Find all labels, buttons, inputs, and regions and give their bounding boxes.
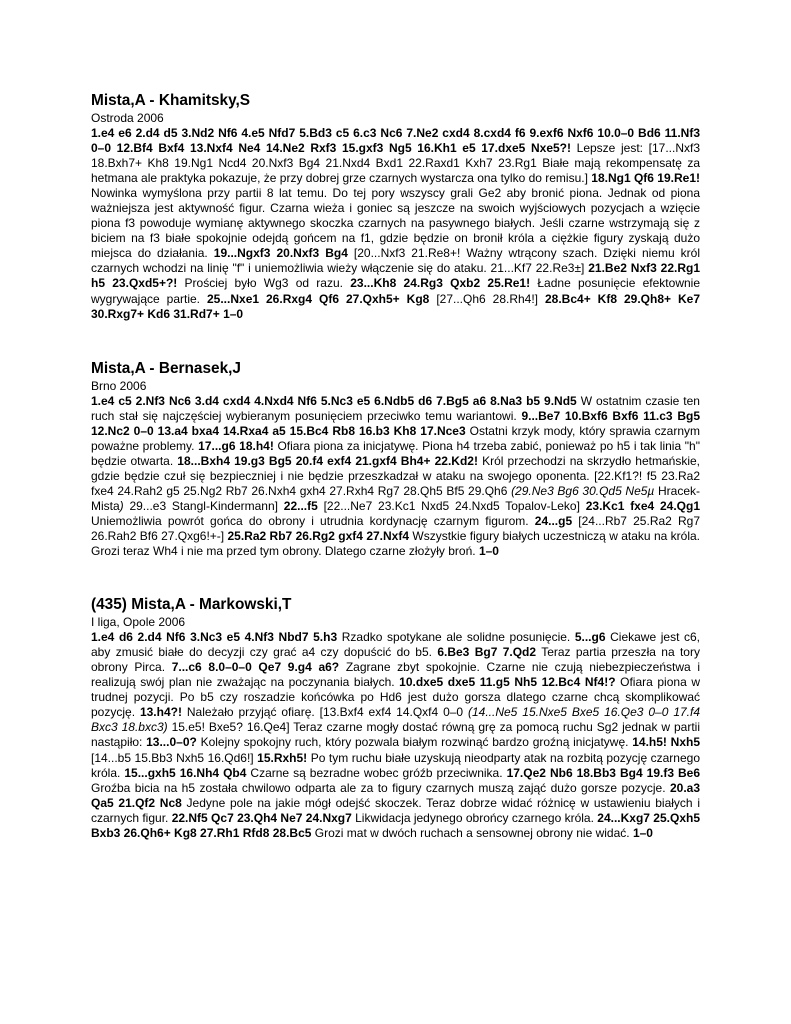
game-title: Mista,A - Khamitsky,S (91, 92, 251, 109)
section-gap (91, 559, 700, 596)
move-sequence: 21.Be2 Nxf3 22.Rg1 h5 23.Qxd5+?! (91, 261, 700, 291)
game-annotation (91, 630, 700, 841)
commentary-text: Ofiara piona w trudnej pozycji. Po b5 czy roszadzie końcówka po Hd6 jest dużo gorsza dlatego czarne chcą skomplikować pozycję. (91, 675, 700, 720)
move-sequence: 23...Kh8 24.Rg3 Qxb2 25.Re1! (350, 276, 531, 291)
move-sequence: 24...g5 (534, 513, 573, 528)
move-sequence: 5...g6 (574, 630, 606, 645)
game-title: (435) Mista,A - Markowski,T (91, 596, 292, 614)
commentary-text: Prościej było Wg3 od razu. (177, 276, 351, 291)
commentary-text: Likwidacja jedynego obrońcy czarnego króla. (351, 810, 598, 825)
commentary-text: Zagrane zbyt spokojnie. Czarne nie czują niebezpieczeństwa i realizują swój plan nie zważając na poczynania białych. (91, 660, 701, 690)
game-annotation (91, 394, 700, 560)
game-2 (91, 360, 700, 560)
commentary-text: Ofiara piona za inicjatywę. Piona h4 trzeba zabić, ponieważ po h5 i tak linia "h" będzie otwarta. (91, 438, 700, 468)
game-annotation (91, 126, 700, 322)
commentary-text: Nowinka wymyślona przy partii 8 lat temu. Do tej pory wszyscy grali Ge2 aby bronić piona. Jednak od piona ważniejsza jest aktywność figur. Czarna wieża i goniec są jeszcze na swoich wyjściowych pozycjach a wzięcie piona f3 powoduje wymianę aktywnego skoczka czarnych na pasywnego białych. Jeśli czarne wstrzymają się z biciem na f3 białe spokojnie odejdą gońcem na f1, gdzie będzie on bronił króla a ciężkie figury zyskają dużo miejsca do działania. (91, 186, 700, 261)
move-sequence: 17.Qe2 Nb6 18.Bb3 Bg4 19.f3 Be6 (506, 765, 701, 780)
move-sequence: 18.Ng1 Qf6 19.Re1! (591, 171, 701, 186)
move-sequence: 23.Kc1 fxe4 24.Qg1 (585, 498, 701, 513)
commentary-text: Lepsze jest: [17...Nxf3 18.Bxh7+ Kh8 19.Ng1 Ncd4 20.Nxf3 Bg4 21.Nxd4 Bxd1 22.Raxd1 Kxh7 23.Rg1 Białe mają rekompensatę za hetmana ale praktyka pokazuje, że przy dobrej grze czarnych wystarcza ona tylko do remisu.] (91, 141, 700, 186)
move-sequence: 15...gxh5 16.Nh4 Qb4 (124, 765, 247, 780)
commentary-text: Po tym ruchu białe uzyskują nieodparty atak na rozbitą pozycję czarnego króla. (91, 750, 700, 780)
document-page (91, 92, 700, 841)
commentary-text: Czarne są bezradne wobec gróźb przeciwnika. (246, 765, 507, 780)
move-sequence: 15.Rxh5! (257, 750, 308, 765)
commentary-text: Rzadko spotykane ale solidne posunięcie. (337, 630, 575, 645)
game-place: Ostroda 2006 (91, 111, 164, 125)
move-sequence: 1.e4 d6 2.d4 Nf6 3.Nc3 e5 4.Nf3 Nbd7 5.h3 (91, 630, 338, 645)
move-sequence: 13.h4?! (139, 705, 182, 720)
game-title: Mista,A - Bernasek,J (91, 359, 241, 377)
commentary-text: [22...Ne7 23.Kc1 Nxd5 24.Nxd5 Topalov-Leko] (317, 498, 586, 513)
move-sequence: 7...c6 8.0–0–0 Qe7 9.g4 a6? (171, 660, 340, 675)
commentary-text: Ostatni krzyk mody, który sprawia czarnym poważne problemy. (91, 423, 700, 453)
commentary-text: Ładne posunięcie efektownie wygrywające partie. (91, 276, 700, 306)
move-sequence: 22.Nf5 Qc7 23.Qh4 Ne7 24.Nxg7 (171, 810, 352, 825)
move-sequence: 25.Ra2 Rb7 26.Rg2 gxf4 27.Nxf4 (227, 529, 410, 544)
commentary-text: Hracek-Mista (91, 483, 700, 513)
commentary-text: [20...Nxf3 21.Re8+! Ważny wtrącony szach. Dzięki niemu król czarnych wchodzi na linię "f" i uniemożliwia wieży włączenie się do ataku. 21...Kf7 22.Re3±] (91, 246, 701, 276)
game-1 (91, 92, 700, 322)
move-sequence: 10.dxe5 dxe5 11.g5 Nh5 12.Bc4 Nf4!? (399, 675, 616, 690)
move-sequence: 18...Bxh4 19.g3 Bg5 20.f4 exf4 21.gxf4 Bh4+ 22.Kd2! (177, 453, 478, 468)
commentary-text: [27...Qh6 28.Rh4!] (429, 291, 545, 306)
move-sequence: 14.h5! Nxh5 (632, 735, 701, 750)
variation-italic: (29.Ne3 Bg6 30.Qd5 Ne5µ (511, 483, 655, 498)
commentary-text: Wszystkie figury białych uczestniczą w ataku na króla. Grozi teraz Wh4 i nie ma przed tym obrony. Dlatego czarne złożyły broń. (91, 529, 701, 559)
commentary-text: Grozi mat w dwóch ruchach a sensownej obrony nie widać. (311, 825, 633, 840)
commentary-text: Ciekawe jest c6, aby zmusić białe do decyzji czy grać a4 czy dopuścić do b5. (91, 630, 701, 660)
commentary-text: [24...Rb7 25.Ra2 Rg7 26.Rah2 Bf6 27.Qxg6!+-] (91, 513, 700, 544)
game-place: Brno 2006 (91, 378, 147, 393)
commentary-text: Król przechodzi na skrzydło hetmańskie, gdzie będzie czuł się bezpieczniej i nie będzie przeszkadzał w ataku na swojego oponenta. [22.Kf1?! f5 23.Ra2 fxe4 24.Rah2 g5 25.Ng2 Rb7 26.Nxh4 gxh4 27.Rxh4 Rg7 28.Qh5 Bf5 29.Qh6 (91, 453, 700, 498)
move-sequence: 22...f5 (283, 498, 318, 513)
move-sequence: 1–0 (478, 544, 499, 559)
move-sequence: 19...Ngxf3 20.Nxf3 Bg4 (213, 246, 348, 261)
commentary-text: Jedyne pole na jakie mógł odejść skoczek. Teraz dobrze widać różnicę w ustawieniu białych i czarnych figur. (91, 795, 700, 825)
move-sequence: 20.a3 Qa5 21.Qf2 Nc8 (91, 780, 700, 810)
move-sequence: 1–0 (632, 825, 653, 840)
commentary-text: [14...b5 15.Bb3 Nxh5 16.Qd6!] (91, 750, 258, 765)
move-sequence: 25...Nxe1 26.Rxg4 Qf6 27.Qxh5+ Kg8 (207, 291, 430, 306)
section-gap (91, 322, 700, 360)
move-sequence: 17...g6 18.h4! (198, 438, 274, 453)
move-sequence: 1.e4 e6 2.d4 d5 3.Nd2 Nf6 4.e5 Nfd7 5.Bd3 c5 6.c3 Nc6 7.Ne2 cxd4 8.cxd4 f6 9.exf6 Nxf6 10.0–0 Bd6 11.Nf3 0–0 12.Bf4 Bxf4 13.Nxf4 Ne4 14.Ne2 Rxf3 15.gxf3 Ng5 16.Kh1 e5 17.dxe5 Nxe5?! (91, 126, 700, 156)
commentary-text: W ostatnim czasie ten ruch stał się najczęściej wybieranym posunięciem przeciwko temu wariantowi. (91, 393, 700, 423)
move-sequence: 28.Bc4+ Kf8 29.Qh8+ Ke7 30.Rxg7+ Kd6 31.Rd7+ 1–0 (91, 291, 701, 321)
move-sequence: 13...0–0? (146, 735, 197, 750)
variation-italic: (14...Ne5 15.Nxe5 Bxe5 16.Qe3 0–0 17.f4 Bxc3 18.bxc3) (91, 705, 701, 735)
commentary-text: Groźba bicia na h5 została chwilowo odparta ale za to figury czarnych muszą zająć dużo gorsze pozycje. (91, 780, 670, 795)
move-sequence: 1.e4 c5 2.Nf3 Nc6 3.d4 cxd4 4.Nxd4 Nf6 5.Nc3 e5 6.Ndb5 d6 7.Bg5 a6 8.Na3 b5 9.Nd5 (91, 393, 577, 408)
variation-italic: ) (119, 498, 124, 513)
commentary-text: 15.e5! Bxe5? 16.Qe4] Teraz czarne mogły dostać równą grę za pomocą ruchu Sg2 jednak w partii nastąpiło: (91, 720, 700, 750)
move-sequence: 24...Kxg7 25.Qxh5 Bxb3 26.Qh6+ Kg8 27.Rh1 Rfd8 28.Bc5 (91, 810, 701, 840)
game-3 (91, 596, 700, 841)
move-sequence: 6.Be3 Bg7 7.Qd2 (437, 645, 537, 660)
move-sequence: 9...Be7 10.Bxf6 Bxf6 11.c3 Bg5 12.Nc2 0–0 13.a4 bxa4 14.Rxa4 a5 15.Bc4 Rb8 16.b3 Kh8 17.Nce3 (91, 408, 700, 438)
commentary-text: Teraz partia przeszła na tory obrony Pirca. (91, 645, 700, 675)
game-place: I liga, Opole 2006 (91, 615, 186, 630)
commentary-text: Należało przyjąć ofiarę. [13.Bxf4 exf4 14.Qxf4 0–0 (181, 705, 468, 720)
commentary-text: Kolejny spokojny ruch, który pozwala białym rozwinąć bardzo groźną inicjatywę. (196, 735, 633, 750)
commentary-text: Uniemożliwia powrót gońca do obrony i utrudnia kordynację czarnym figurom. (91, 513, 535, 528)
commentary-text: 29...e3 Stangl-Kindermann] (123, 498, 284, 513)
